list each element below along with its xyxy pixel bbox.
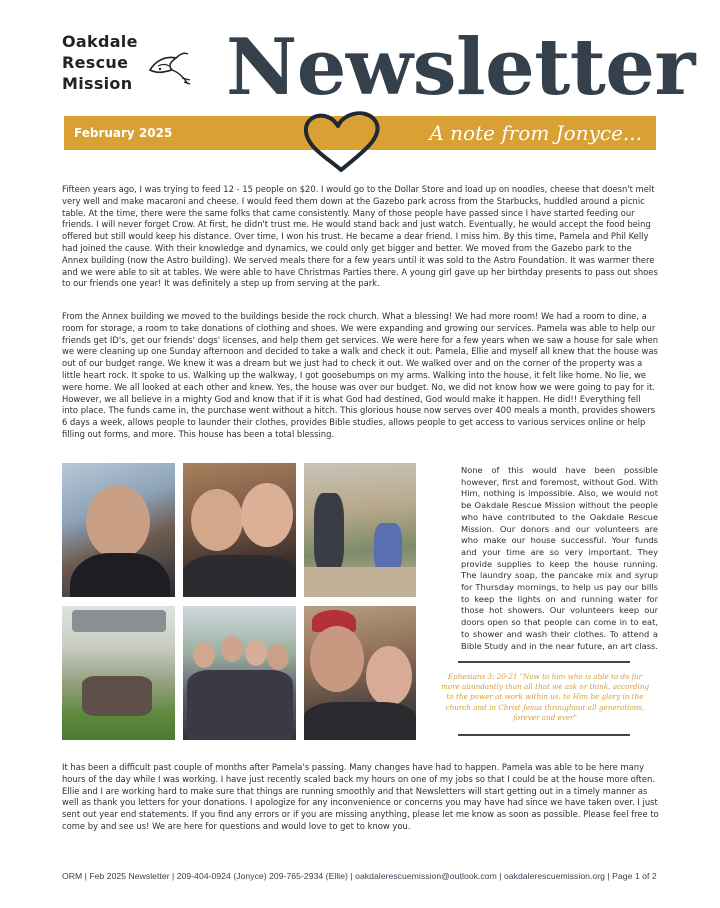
logo-text-line-3: Mission: [62, 74, 133, 93]
logo-text-line-1: Oakdale: [62, 32, 138, 51]
scripture-quote: Ephesians 3: 20-21 "Now to him who is able to do far more abundantly than all that we ask or think, according to the power at work within us, to Him be glory in the church and in Christ Jesus throughout all generations, forever and ever": [440, 672, 650, 722]
paragraph-house: From the Annex building we moved to the buildings beside the rock church. What a blessing! We had more room! We had a room to dine, a room for storage, a room to take donations of clothing and shoes. We were expanding and growing our services. Pamela was able to help our friends get ID's, get our friends' dogs' licenses, and help them get services. We were here for a few years when we saw a house for sale when we were cleaning up one Sunday afternoon and decided to take a walk and check it out. Pamela, Ellie and myself all knew that the house was out of our budget range. We knew it was a dream but we just had to check it out. We walked over and on the corner of the property was a little heart rock. It spoke to us. Walking up the walkway, I got goosebumps on my arms. Walking into the house, it felt like home. No lie, we were home. We all looked at each other and knew. Yes, the house was over our budget. No, we did not know how we were going to pay for it. However, we all believe in a mighty God and know that if it is what God had destined, God would make it happen. He did!! Everything fell into place. The funds came in, the purchase went without a hitch. This glorious house now serves over 400 meals a month, provides showers 6 days a week, allows people to launder their clothes, provides Bible studies, allows people to get access to various services online or help filling out forms, and more. This house has been a total blessing.: [62, 311, 659, 439]
page-footer: ORM | Feb 2025 Newsletter | 209-404-0924 (Jonyce) 209-765-2934 (Ellie) | oakdalerescuemission@outlook.com | oakdalerescuemission.org | Page 1 of 2: [62, 871, 657, 881]
photo-couple-selfie: [304, 606, 416, 740]
newsletter-title: Newsletter: [226, 22, 696, 113]
photo-two-women-selfie: [183, 463, 296, 597]
logo-text-line-2: Rescue: [62, 53, 129, 72]
heart-outline-icon: [298, 104, 384, 178]
paragraph-thanks: None of this would have been possible however, first and foremost, without God. With Him, nothing is impossible. Also, we would not be Oakdale Rescue Mission without the people who have contributed to the Oakdale Rescue Mission. Our donors and our volunteers are who make our house successful. Your funds and your time are so very important. They provide supplies to keep the house running. The laundry soap, the pancake mix and syrup for Thursday mornings, to help us pay our bills to keep the lights on and running water for those hot showers. Our volunteers keep our doors open so that people can come in to eat, to shower and wash their clothes. To attend a Bible Study and in the near future, an art class.: [461, 465, 658, 651]
paragraph-history: Fifteen years ago, I was trying to feed 12 - 15 people on $20. I would go to the Dollar Store and load up on noodles, cheese that doesn't melt very well and make macaroni and cheese. I would feed them down at the Gazebo park across from the Starbucks, huddled around a picnic table. At the time, there were the same folks that came consistently. Many of those people have passed since I have started feeding our friends. I will never forget Crow. At first, he didn't trust me. He would stand back and just watch. Eventually, he would accept the food being offered but still would keep his distance. Over time, I won his trust. He became a dear friend. I miss him. By this time, Pamela and Phil Kelly had joined the cause. With their knowledge and dynamics, we could only get bigger and better. We moved from the Gazebo park to the Annex building (now the Astro building). We served meals there for a few years until it was sold to the Astro Foundation. It was warmer there and we were able to sit at tables. We were able to have Christmas Parties there. A young girl gave up her birthday presents to pass out shoes to our friends one year! It was definitely a step up from serving at the park.: [62, 184, 658, 289]
photo-man-smiling: [62, 463, 175, 597]
quote-divider-bottom: [458, 734, 630, 736]
organization-logo: [62, 32, 192, 100]
photo-gazebo-park: [62, 606, 175, 740]
issue-date: February 2025: [74, 126, 173, 140]
quote-divider-top: [458, 661, 630, 663]
paragraph-update: It has been a difficult past couple of months after Pamela's passing. Many changes have had to happen. Pamela was able to be here many hours of the day while I was working. I have just recently scaled back my hours on one of my jobs so that I could be at the house more often. Ellie and I are working hard to make sure that things are running smoothly and that Newsletters will start getting out in a timely manner as well as thank you letters for your donations. I apologize for any inconvenience or concerns you may have had since we have taken over. I just sent out year end statements. If you find any errors or if you are missing anything, please let me know as soon as possible. Please feel free to come by and see us! We are here for questions and would love to get to know you.: [62, 762, 659, 831]
section-heading: A note from Jonyce...: [429, 121, 642, 145]
photo-outdoor-gathering: [304, 463, 416, 597]
photo-group-of-four: [183, 606, 296, 740]
dove-icon: [146, 48, 192, 88]
